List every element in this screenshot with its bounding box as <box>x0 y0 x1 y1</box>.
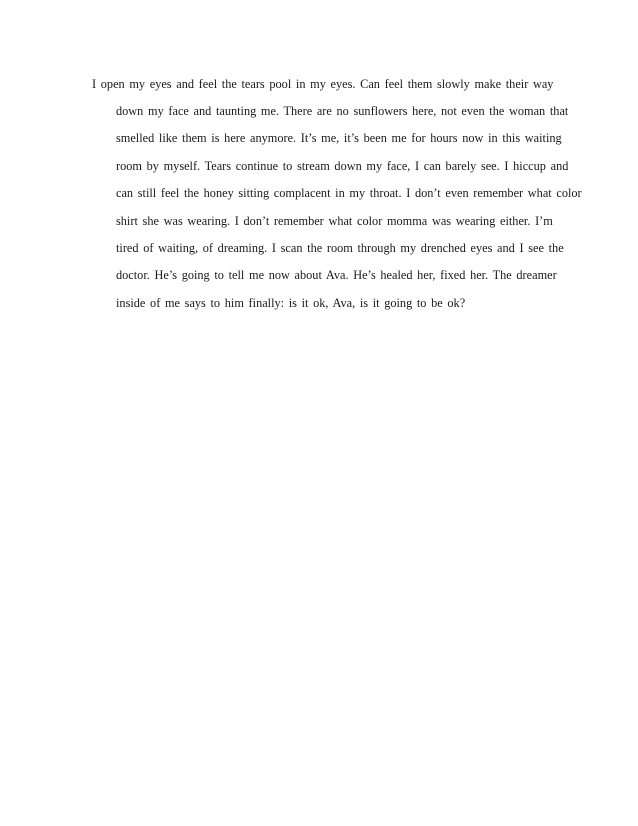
paragraph-line-4: room by myself. Tears continue to stream down my face, I can barely see. I hiccup and <box>116 159 569 173</box>
paragraph-line-3: smelled like them is here anymore. It’s me, it’s been me for hours now in this waiting <box>116 131 562 145</box>
paragraph-line-9: inside of me says to him finally: is it ok, Ava, is it going to be ok? <box>116 296 466 310</box>
paragraph-line-8: doctor. He’s going to tell me now about Ava. He’s healed her, fixed her. The dreamer <box>116 268 557 282</box>
paragraph-line-7: tired of waiting, of dreaming. I scan the room through my drenched eyes and I see the <box>116 241 564 255</box>
paragraph-line-1: I open my eyes and feel the tears pool in my eyes. Can feel them slowly make their way <box>92 77 554 91</box>
paragraph-line-6: shirt she was wearing. I don’t remember what color momma was wearing either. I’m <box>116 214 553 228</box>
paragraph-line-5: can still feel the honey sitting complacent in my throat. I don’t even remember what color <box>116 186 582 200</box>
paragraph-line-2: down my face and taunting me. There are no sunflowers here, not even the woman that <box>116 104 569 118</box>
